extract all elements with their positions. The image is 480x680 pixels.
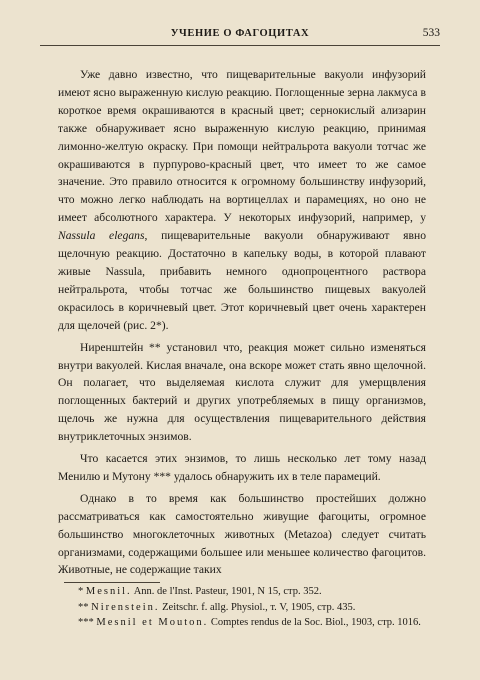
paragraph-3: Что касается этих энзимов, то лишь несколько лет тому назад Менилю и Мутону *** удалось обнаружить их в теле парамеций. — [58, 452, 426, 483]
footnote-1-text: Ann. de l'Inst. Pasteur, 1901, N 15, стр. 352. — [131, 586, 322, 597]
footnote-3-marker: *** — [78, 617, 94, 628]
footnote-2-marker: ** — [78, 601, 89, 613]
running-header — [0, 28, 480, 48]
paragraph-2: Ниренштейн ** установил что, реакция может сильно изменяться внутри вакуолей. Кислая вначале, она вскоре может стать явно щелочной. Он полагает, что выделяемая кислота служит для умерщвления поглощенных бактерий и других употребляемых в пищу организмов, щелочь же нужна для осуществления пищеварительного действия внутриклеточных энзимов. — [58, 340, 426, 444]
footnote-1 — [58, 584, 426, 600]
main-text — [58, 66, 426, 579]
footnote-3-author: Mesnil et Mouton. — [96, 617, 209, 628]
page-number: 533 — [422, 27, 440, 39]
footnote-1-author: Mesnil. — [85, 586, 132, 597]
footnote-3-text: Comptes rendus de la Soc. Biol., 1903, стр. 1016. — [208, 617, 421, 628]
footnote-3 — [58, 615, 426, 631]
footnote-2-author: Nirenstein. — [91, 601, 160, 613]
paragraph-1-text-cont: , пищеварительные вакуоли обнаруживают явно щелочную реакцию. Достаточно в капельку воды, в которой плавают живые Nassula, прибавить немного однопроцентного раствора нейтральрота, чтобы тотчас же большинство пищевых вакуолей окрасилось в коричневый цвет. Этот коричневый цвет очень характерен для щелочей (рис. 2*). — [58, 229, 426, 332]
footnotes — [58, 584, 426, 631]
footnote-1-marker: * — [78, 586, 84, 597]
footnote-rule — [64, 582, 160, 583]
running-title: УЧЕНИЕ О ФАГОЦИТАХ — [170, 28, 310, 39]
footnote-2 — [58, 600, 426, 616]
footnote-2-text: Zeitschr. f. allg. Physiol., т. V, 1905, стр. 435. — [159, 601, 356, 613]
paragraph-1-text: Уже давно известно, что пищеварительные вакуоли инфузорий имеют ясно выраженную кислую реакцию. Поглощенные зерна лакмуса в короткое время окрашиваются в красный цвет; сернокислый ализарин также обнаруживает ясно выраженную кислую реакцию, принимая лимонно-желтую окраску. При помощи нейтральрота вакуоли тотчас же окрашиваются в пурпурово-красный цвет, что имеет то же самое значение. Это правило относится к огромному большинству инфузорий, что можно легко наблюдать на вортицеллах и парамециях, но оно не имеет абсолютного характера. У некоторых инфузорий, например, у — [58, 68, 426, 225]
paragraph-1 — [58, 66, 426, 335]
paragraph-4: Однако в то время как большинство простейших должно рассматриваться как самостоятельно живущие фагоциты, огромное большинство многоклеточных животных (Metazoa) следует считать организмами, содержащими большее или меньшее количество фагоцитов. Животные, не содержащие таких — [58, 491, 426, 577]
header-rule — [40, 45, 440, 46]
species-name: Nassula elegans — [58, 229, 145, 243]
